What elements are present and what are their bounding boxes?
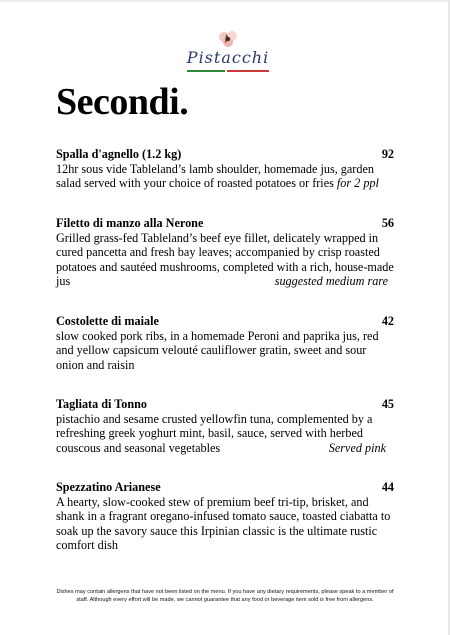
dish-name: Spezzatino Arianese [56, 480, 161, 494]
allergen-disclaimer: Dishes may contain allergens that have not been listed on the menu. If you have any dietary requirements, please speak to a member of staff. Although every effort will be made, we cannot guarantee that any food or beverage item sold is free from allergens. [56, 589, 394, 603]
dish-description: pistachio and sesame crusted yellowfin tuna, complemented by a refreshing greek yoghurt mint, basil, sauce, served with herbed couscous and seasonal vegetables Served pink [56, 411, 386, 455]
restaurant-logo [183, 30, 273, 74]
dish-price: 44 [381, 480, 394, 494]
dish-note: Served pink [328, 440, 386, 455]
logo-wordmark: Pistacchi [186, 48, 270, 67]
menu-item [56, 216, 394, 289]
logo-underline-red [227, 70, 269, 72]
dish-price: 45 [381, 397, 394, 411]
menu-item [56, 397, 394, 455]
dish-name: Tagliata di Tonno [56, 397, 148, 411]
dish-description: Grilled grass-fed Tableland’s beef eye fillet, delicately wrapped in cured pancetta and fresh bay leaves; accompanied by crisp roasted potatoes and sautéed mushrooms, completed with a rich, house-made jus suggested medium rare [56, 230, 394, 289]
dish-name: Costolette di maiale [56, 314, 159, 328]
logo-underline-green [187, 70, 225, 72]
dish-description: 12hr sous vide Tableland’s lamb shoulder, homemade jus, garden salad served with your choice of roasted potatoes or fries for 2 ppl [56, 161, 379, 191]
dish-description: A hearty, slow-cooked stew of premium beef tri-tip, brisket, and shank in a fragrant oregano-infused tomato sauce, toasted ciabatta to soak up the savory sauce this Irpinian classic is the ultimate rustic comfort dish [56, 494, 391, 553]
dish-name: Spalla d'agnello (1.2 kg) [56, 147, 182, 161]
menu-item [56, 314, 394, 372]
dish-note: suggested medium rare [274, 274, 388, 289]
flower-logo-icon [216, 30, 240, 50]
dish-price: 92 [381, 147, 394, 161]
dish-price: 56 [381, 216, 394, 230]
dish-note: for 2 ppl [336, 176, 379, 191]
dish-price: 42 [381, 314, 394, 328]
page-top-edge [0, 0, 450, 3]
dish-name: Filetto di manzo alla Nerone [56, 216, 204, 230]
menu-item [56, 480, 394, 553]
menu-item [56, 147, 394, 191]
dish-description: slow cooked pork ribs, in a homemade Peroni and paprika jus, red and yellow capsicum velouté cauliflower gratin, sweet and sour onion and raisin [56, 328, 379, 372]
section-heading: Secondi. [56, 81, 189, 123]
